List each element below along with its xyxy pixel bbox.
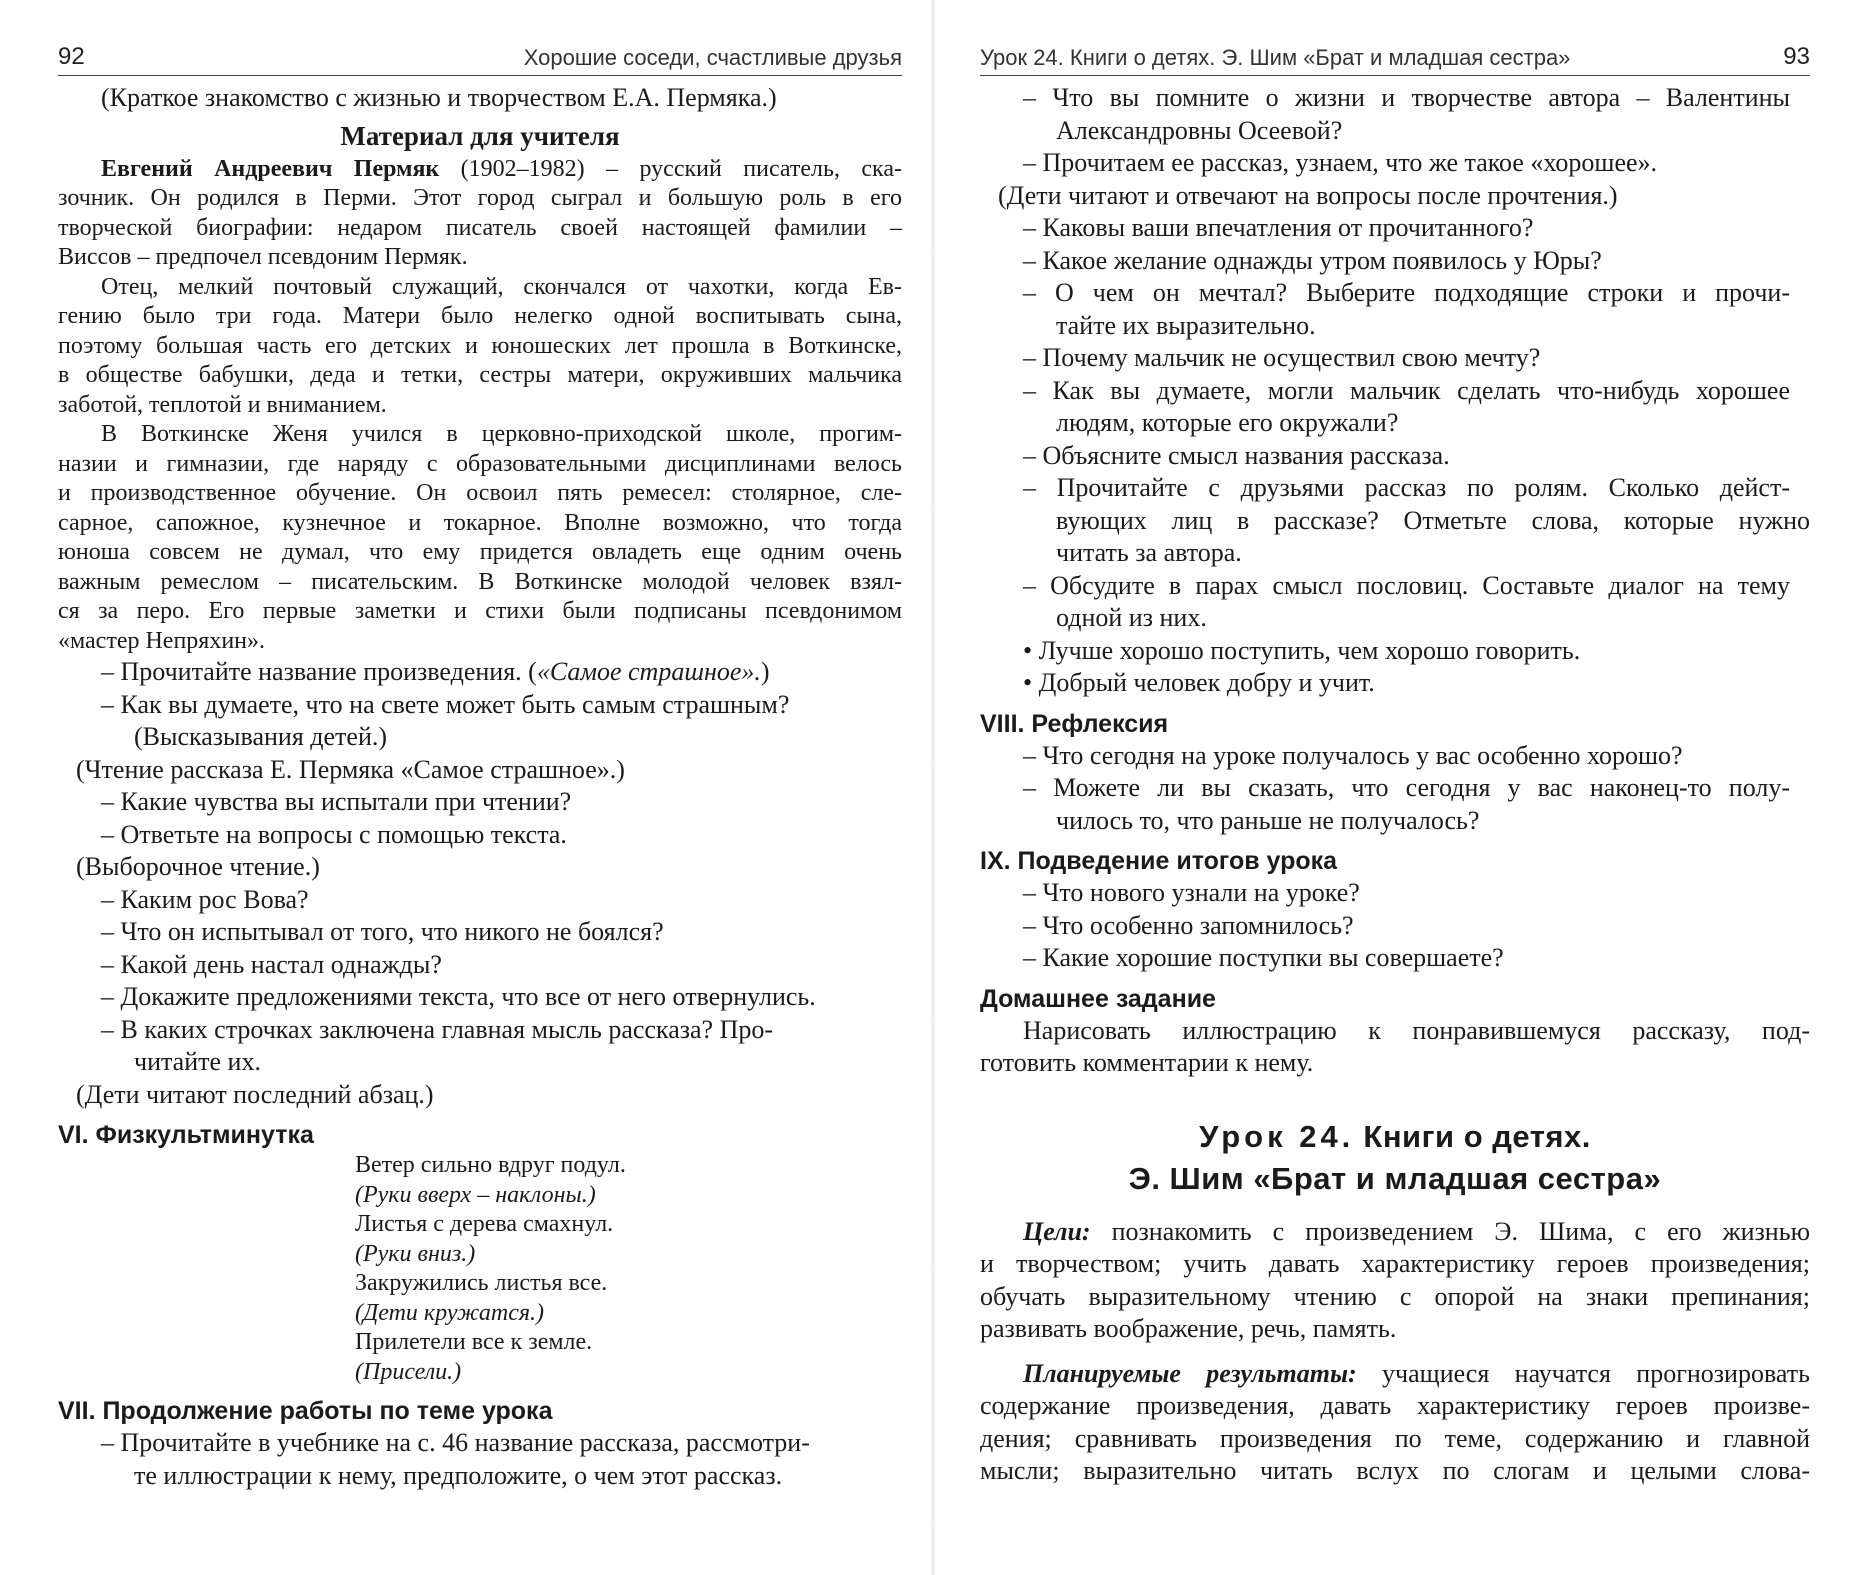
page-number-right: 93 <box>1783 43 1810 70</box>
question: – Ответьте на вопросы с помощью текста. <box>101 819 567 849</box>
question-line: – Как вы думаете, могли мальчик сделать что-нибудь хорошее <box>1023 375 1790 405</box>
question-line: – Объясните смысл названия рассказа. <box>1023 440 1450 470</box>
goals-line: развивать воображение, речь, память. <box>980 1314 1397 1343</box>
question-line: тайте их выразительно. <box>1056 310 1316 340</box>
question-line: – Что нового узнали на уроке? <box>1023 878 1360 907</box>
bio-line: важным ремеслом – писательским. В Воткинске молодой человек взял- <box>58 568 902 595</box>
intro-note: (Краткое знакомство с жизнью и творчеством Е.А. Пермяка.) <box>101 83 777 112</box>
selective-reading-note: (Выборочное чтение.) <box>76 852 320 881</box>
question-line: – О чем он мечтал? Выберите подходящие строки и прочи- <box>1023 278 1790 307</box>
poem-line: Листья с дерева смахнул. <box>355 1211 614 1237</box>
poem-line: Прилетели все к земле. <box>355 1329 593 1355</box>
section-9-heading: IX. Подведение итогов урока <box>980 847 1338 875</box>
bio-line: поэтому большая часть его детских и юношеских лет прошла в Воткинске, <box>58 332 902 359</box>
question-line: – Почему мальчик не осуществил свою мечту? <box>1023 343 1541 372</box>
question: – Что он испытывал от того, что никого не боялся? <box>101 917 664 946</box>
lesson-title <box>980 1116 1810 1158</box>
question-line: Александровны Осеевой? <box>1056 115 1343 145</box>
bio-line: (1902–1982) – русский писатель, ска- <box>439 155 902 182</box>
lesson-title-line1: Книги о детях. <box>1354 1118 1591 1154</box>
question: – Каким рос Вова? <box>101 884 309 914</box>
bio-paragraph-3 <box>58 420 902 656</box>
bio-line: Отец, мелкий почтовый служащий, скончался от чахотки, когда Ев- <box>101 273 902 300</box>
poem-line: Ветер сильно вдруг подул. <box>355 1152 626 1178</box>
poem-stage-direction: (Руки вверх – наклоны.) <box>355 1181 596 1208</box>
question-line: – Что вы помните о жизни и творчестве автора – Валентины <box>1023 83 1790 112</box>
bio-line: назии и гимназии, где наряду с образовательными дисциплинами велось <box>58 450 902 477</box>
section-8-heading: VIII. Рефлексия <box>980 709 1169 738</box>
poem-line: Закружились листья все. <box>355 1270 608 1296</box>
poem-stage-direction: (Дети кружатся.) <box>355 1299 545 1326</box>
results-line: дения; сравнивать произведения по теме, содержанию и главной <box>980 1423 1810 1453</box>
running-head-title-right: Урок 24. Книги о детях. Э. Шим «Брат и младшая сестра» <box>980 45 1571 70</box>
question-line: – Обсудите в парах смысл пословиц. Составьте диалог на тему <box>1023 570 1790 600</box>
bio-paragraph-2 <box>58 273 902 421</box>
question-list-c <box>980 877 1810 975</box>
homework-text: готовить комментарии к нему. <box>980 1048 1314 1077</box>
question-line: людям, которые его окружали? <box>1056 408 1399 437</box>
section-6-heading: VI. Физкультминутка <box>58 1121 314 1149</box>
question-line: – Какие хорошие поступки вы совершаете? <box>1023 943 1504 972</box>
section-7-heading: VII. Продолжение работы по теме урока <box>58 1397 553 1425</box>
poem-stage-direction: (Руки вниз.) <box>355 1240 476 1267</box>
question: – Какие чувства вы испытали при чтении? <box>101 787 572 816</box>
question-line: – Прочитаем ее рассказ, узнаем, что же такое «хорошее». <box>1023 148 1658 177</box>
bio-line: творческой биографии: недаром писатель своей настоящей фамилии – <box>58 214 902 241</box>
running-head-title-left: Хорошие соседи, счастливые друзья <box>523 45 902 70</box>
results-line: содержание произведения, давать характеристику героев произве- <box>980 1391 1810 1420</box>
bio-line: В Воткинске Женя учился в церковно-приходской школе, прогим- <box>101 421 902 447</box>
bio-line: и производственное обучение. Он освоил пять ремесел: столярное, сле- <box>58 480 902 506</box>
question-line: – Можете ли вы сказать, что сегодня у вас наконец-то полу- <box>1023 773 1790 802</box>
teacher-material-heading: Материал для учителя <box>340 120 620 151</box>
homework-text: Нарисовать иллюстрацию к понравившемуся рассказу, под- <box>1023 1015 1810 1045</box>
question-line: чилось то, что раньше не получалось? <box>1056 805 1480 835</box>
question: – Докажите предложениями текста, что все от него отвернулись. <box>101 982 816 1011</box>
question-list-b <box>980 740 1810 838</box>
question: – Как вы думаете, что на свете может быть самым страшным? <box>101 689 790 719</box>
results-paragraph: Планируемые результаты: учащиеся научатся прогнозировать содержание произведения, давать характеристику героев произве- дения; сравнивать произведения по теме, содержанию и главной мысли; выразительно читать вслух по слогам и целыми слова- <box>980 1358 1810 1488</box>
page-right <box>932 0 1865 1575</box>
poem-stage-direction: (Присели.) <box>355 1358 462 1385</box>
homework-heading: Домашнее задание <box>980 984 1216 1013</box>
question-line: – Что особенно запомнилось? <box>1023 910 1354 940</box>
bio-line: заботой, теплотой и вниманием. <box>58 391 387 418</box>
last-paragraph-note: (Дети читают последний абзац.) <box>76 1079 434 1109</box>
question-note: (Высказывания детей.) <box>134 722 388 751</box>
question-line: одной из них. <box>1056 603 1207 632</box>
question-line: читать за автора. <box>1056 538 1242 567</box>
question-list-a <box>980 82 1810 700</box>
bio-author-name: Евгений Андреевич Пермяк <box>101 155 440 182</box>
bio-line: зочник. Он родился в Перми. Этот город сыграл и большую роль в его <box>58 185 902 211</box>
bio-line: ся за перо. Его первые заметки и стихи были подписаны псевдонимом <box>58 598 902 624</box>
results-line: мысли; выразительно читать вслух по слогам и целыми слова- <box>980 1456 1810 1485</box>
lesson-number: Урок 24. <box>1199 1118 1355 1154</box>
question-title: – Прочитайте название произведения. («Самое страшное».) <box>101 657 770 686</box>
question-line: – Какое желание однажды утром появилось у Юры? <box>1023 245 1602 275</box>
question-line: – Прочитайте с друзьями рассказ по ролям. Сколько дейст- <box>1023 473 1790 502</box>
question-continued: те иллюстрации к нему, предположите, о чем этот рассказ. <box>134 1460 783 1490</box>
bio-paragraph-1 <box>58 155 902 273</box>
bio-line: юноша совсем не думал, что ему придется овладеть еще одним очень <box>58 539 902 565</box>
goals-line: и творчеством; учить давать характеристику героев произведения; <box>980 1249 1810 1278</box>
question: – В каких строчках заключена главная мысль рассказа? Про- <box>101 1014 774 1044</box>
proverb: • Добрый человек добру и учит. <box>1023 668 1375 697</box>
question: – Прочитайте в учебнике на с. 46 название рассказа, рассмотри- <box>101 1428 810 1457</box>
question-line: вующих лиц в рассказе? Отметьте слова, которые нужно <box>1056 505 1810 535</box>
goals-line: обучать выразительному чтению с опорой на знаки препинания; <box>980 1281 1810 1311</box>
exercise-poem <box>58 1151 902 1387</box>
bio-line: гению было три года. Матери было нелегко одной воспитывать сына, <box>58 303 902 329</box>
results-label: Планируемые результаты: <box>1023 1358 1357 1388</box>
bio-line: сарное, сапожное, кузнечное и токарное. Вполне возможно, что тогда <box>58 509 902 536</box>
running-head-left <box>58 40 902 76</box>
bio-line: в обществе бабушки, деда и тетки, сестры матери, окруживших мальчика <box>58 362 902 388</box>
reading-note: (Чтение рассказа Е. Пермяка «Самое страшное».) <box>76 754 625 784</box>
goals-paragraph: Цели: познакомить с произведением Э. Шима, с его жизнью и творчеством; учить давать характеристику героев произведения; обучать выразительному чтению с опорой на знаки препинания; развивать воображение, речь, память. <box>980 1216 1810 1346</box>
goals-label: Цели: <box>1023 1216 1091 1246</box>
question-line: – Что сегодня на уроке получалось у вас особенно хорошо? <box>1023 740 1683 770</box>
bio-line: Виссов – предпочел псевдоним Пермяк. <box>58 244 468 270</box>
bio-line: «мастер Непряхин». <box>58 627 266 654</box>
proverb: • Лучше хорошо поступить, чем хорошо говорить. <box>1023 635 1581 665</box>
lesson-title-line2: Э. Шим «Брат и младшая сестра» <box>1128 1160 1662 1196</box>
running-head-right <box>980 40 1810 76</box>
question-line: – Каковы ваши впечатления от прочитанного? <box>1023 213 1534 242</box>
page-number-left: 92 <box>58 43 85 70</box>
page-left <box>0 0 932 1575</box>
question-continued: читайте их. <box>134 1047 261 1076</box>
question: – Какой день настал однажды? <box>101 949 442 979</box>
question-line: (Дети читают и отвечают на вопросы после прочтения.) <box>998 180 1618 210</box>
